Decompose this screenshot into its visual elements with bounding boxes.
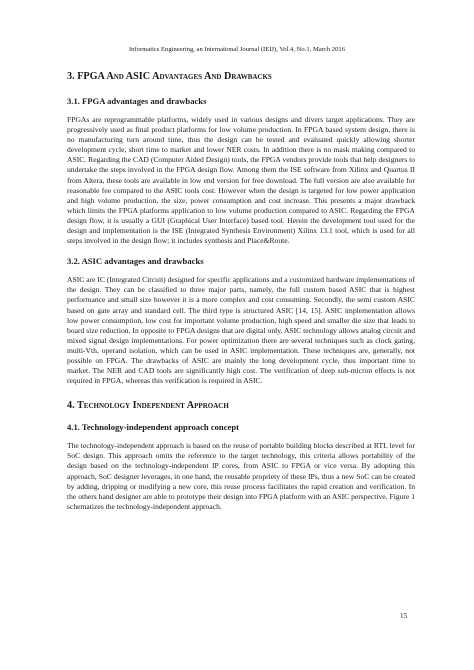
subsection-heading-4-1: 4.1. Technology-independent approach concept xyxy=(67,422,239,433)
subsection-heading-3-1: 3.1. FPGA advantages and drawbacks xyxy=(67,96,207,106)
section-heading-4: 4. Technology Independent Approach xyxy=(67,400,229,412)
running-header: Informatics Engineering, an International Journal (IEIJ), Vol.4, No.1, March 2016 xyxy=(128,46,345,53)
section-heading-3: 3. FPGA And ASIC Advantages And Drawbacks xyxy=(67,71,272,82)
page-content xyxy=(67,70,415,512)
paragraph-3-2: ASIC are IC (Integrated Circuit) designed for specific applications and a customized hardware implementations of the design. They can be classified to three major parts, namely, the full custom based ASIC that is highest performance and small size however it is a more complex and cost consuming. Secondly, the semi custom ASIC based on gate array and standard cell. The third type is structured ASIC [14, 15]. ASIC implementation allows low power consumption, low cost for important volume production, high speed and smaller die size that leads to board size reduction. In opposite to FPGA designs that are digital only, ASIC technology allows analog circuit and mixed signal design implementations. For power optimization there are several techniques such as clock gating, multi-Vth, operand isolation, which can be used in ASIC implementation. These techniques are, generally, not possible on FPGA. The drawbacks of ASIC are mainly the long development cycle, thus important time to market. The NER and CAD tools are significantly high cost. The verification of deep sub-micron effects is not required in FPGA, whereas this verification is required in ASIC. xyxy=(67,275,415,386)
page-number: 15 xyxy=(400,612,408,620)
paragraph-3-1: FPGAs are reprogrammable platforms, widely used in various designs and divers target applications. They are progressively used as final product platforms for low volume production. In FPGA based system design, there is no manufacturing turn around time, thus the design can be tested and evaluated quickly allowing shorter development cycle, short time to market and lower NER costs. In addition there is no mask making compared to ASIC. Regarding the CAD (Computer Aided Design) tools, the FPGA vendors provide tools that help designers to undertake the steps involved in the FPGA design flow. Among them the ISE software from Xilinx and Quartus II from Altera, these tools are available in low end version for free download. The full version are also available for reasonable fee compared to the ASIC tools cost. However when the design is targeted for low power application and high volume production, the size, power consumption and cost increase. This presents a major drawback which limits the FPGA platforms application to low volume production compared to ASIC. Regarding the FPGA design flow, it is usually a GUI (Graphical User Interface) based tool. Herein the development tool used for the design and implementation is the ISE (Integrated Synthesis Environment) Xilinx 13.1 tool, which is used for all steps involved in the design flow; it includes synthesis and Place&Route. xyxy=(67,115,415,246)
paragraph-4-1: The technology-independent approach is based on the reuse of portable building blocks described at RTL level for SoC design. This approach omits the reference to the target technology, this criteria allows portability of the design based on the technology-independent IP cores, from ASIC to FPGA or vice versa. By adopting this approach, SoC designer leverages, in one hand, the reusable propriety of these IPs, thus a new SoC can be created by adding, dripping or modifying a new core, this reuse process facilitates the rapid creation and verification. In the others hand designer are able to prototype their design into FPGA platform with an ASIC perspective. Figure 1 schematizes the technology-independent approach. xyxy=(67,441,415,511)
subsection-heading-3-2: 3.2. ASIC advantages and drawbacks xyxy=(67,256,204,267)
